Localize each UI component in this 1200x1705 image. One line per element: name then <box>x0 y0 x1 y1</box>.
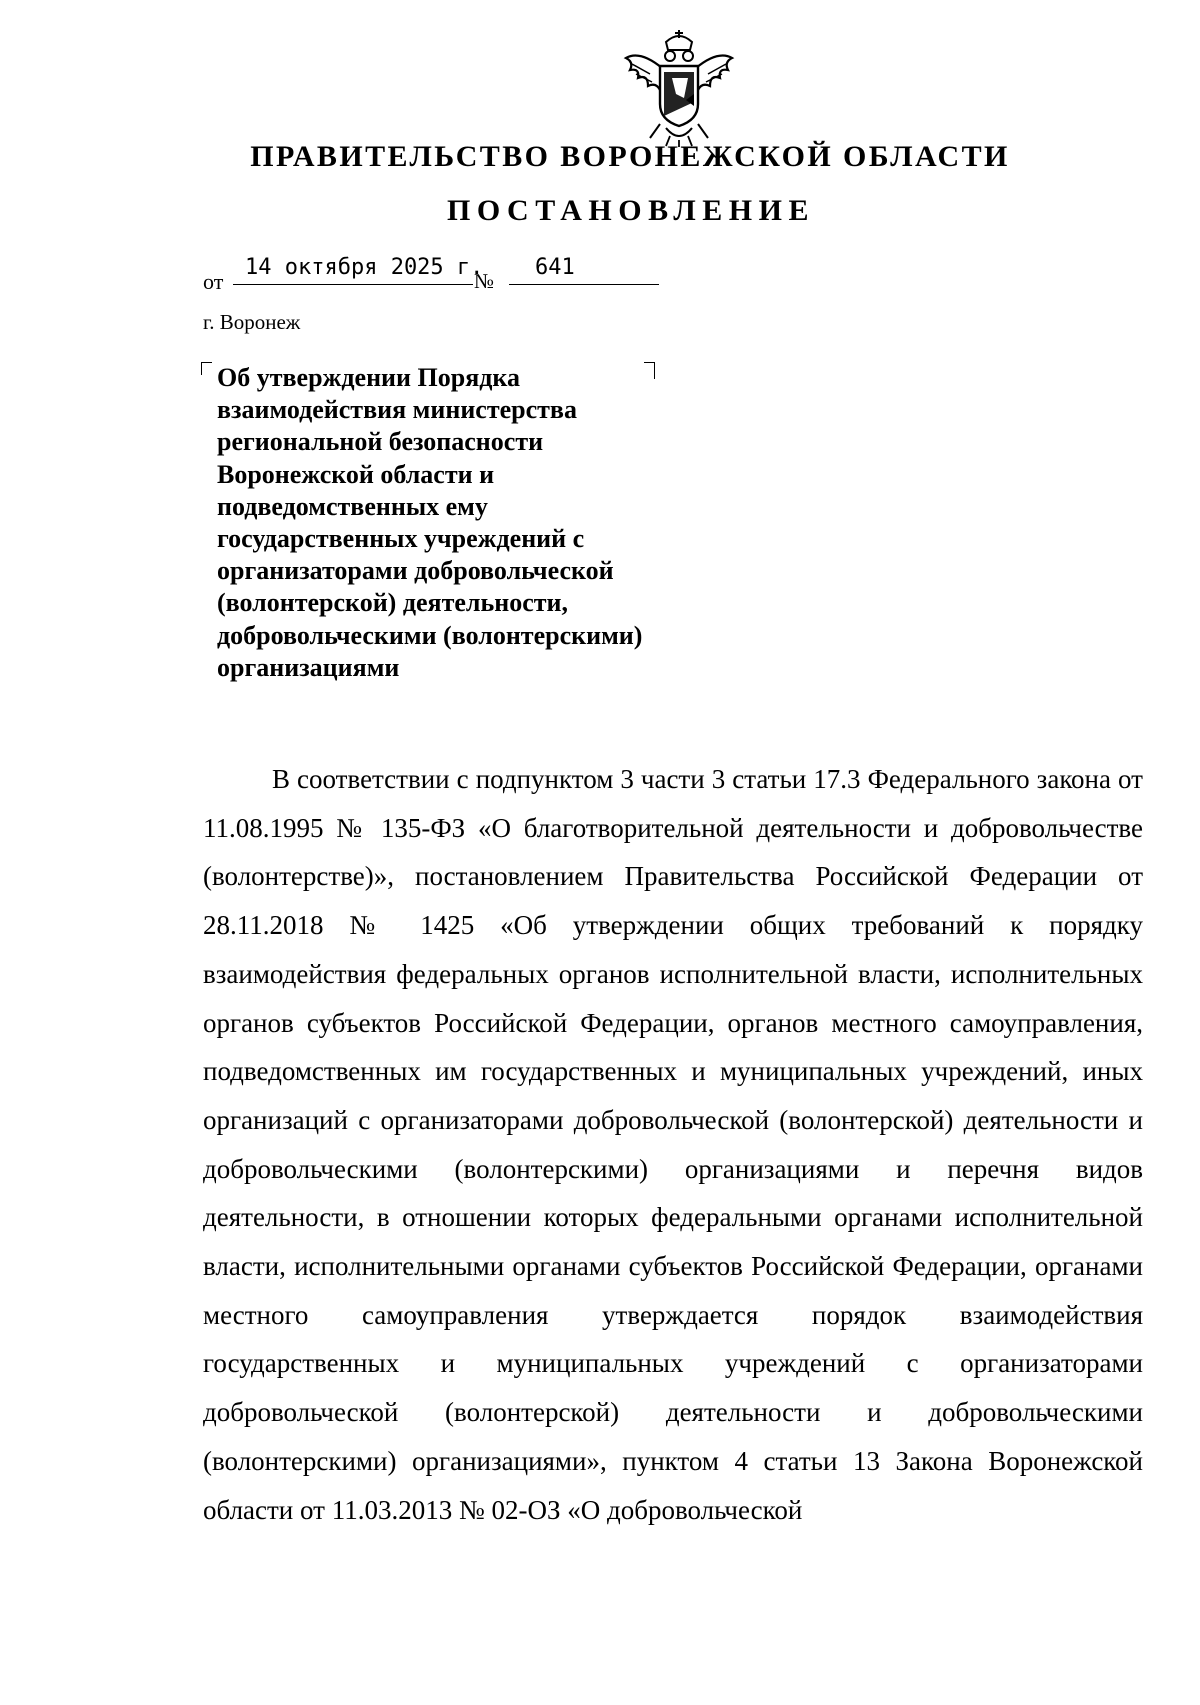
number-sign: № <box>474 269 495 293</box>
coat-of-arms-emblem <box>620 28 738 148</box>
organization-title: ПРАВИТЕЛЬСТВО ВОРОНЕЖСКОЙ ОБЛАСТИ <box>250 140 1010 173</box>
body-paragraph: В соответствии с подпунктом 3 части 3 статьи 17.3 Федерального закона от 11.08.1995 № 135-ФЗ «О благотворительной деятельности и добровольчестве (волонтерстве)», постановлением Правительства Российской Федерации от 28.11.2018 № 1425 «Об утверждении общих требований к порядку взаимодействия федеральных органов исполнительной власти, исполнительных органов субъектов Российской Федерации, органов местного самоуправления, подведомственных им государственных и муниципальных учреждений, иных организаций с организаторами добровольческой (волонтерской) деятельности и добровольческими (волонтерскими) организациями и перечня видов деятельности, в отношении которых федеральными органами исполнительной власти, исполнительными органами субъектов Российской Федерации, органами местного самоуправления утверждается порядок взаимодействия государственных и муниципальных учреждений с организаторами добровольческой (волонтерской) деятельности и добровольческими (волонтерскими) организациями», пунктом 4 статьи 13 Закона Воронежской области от 11.03.2013 № 02-ОЗ «О добровольческой <box>203 764 1143 1525</box>
document-number: 641 <box>509 255 659 285</box>
document-heading: Об утверждении Порядка взаимодействия министерства региональной безопасности Воронежской области и подведомственных ему государственных учреждений с организаторами добровольческой (волонтерской) деятельности, добровольческими (волонтерскими) организациями <box>217 363 643 682</box>
date-prefix: от <box>203 269 224 294</box>
date-number-row <box>203 255 663 294</box>
heading-bracket-left <box>201 362 212 375</box>
document-date: 14 октября 2025 г. <box>233 255 473 285</box>
document-type: ПОСТАНОВЛЕНИЕ <box>447 194 815 227</box>
city: г. Воронеж <box>203 310 301 334</box>
